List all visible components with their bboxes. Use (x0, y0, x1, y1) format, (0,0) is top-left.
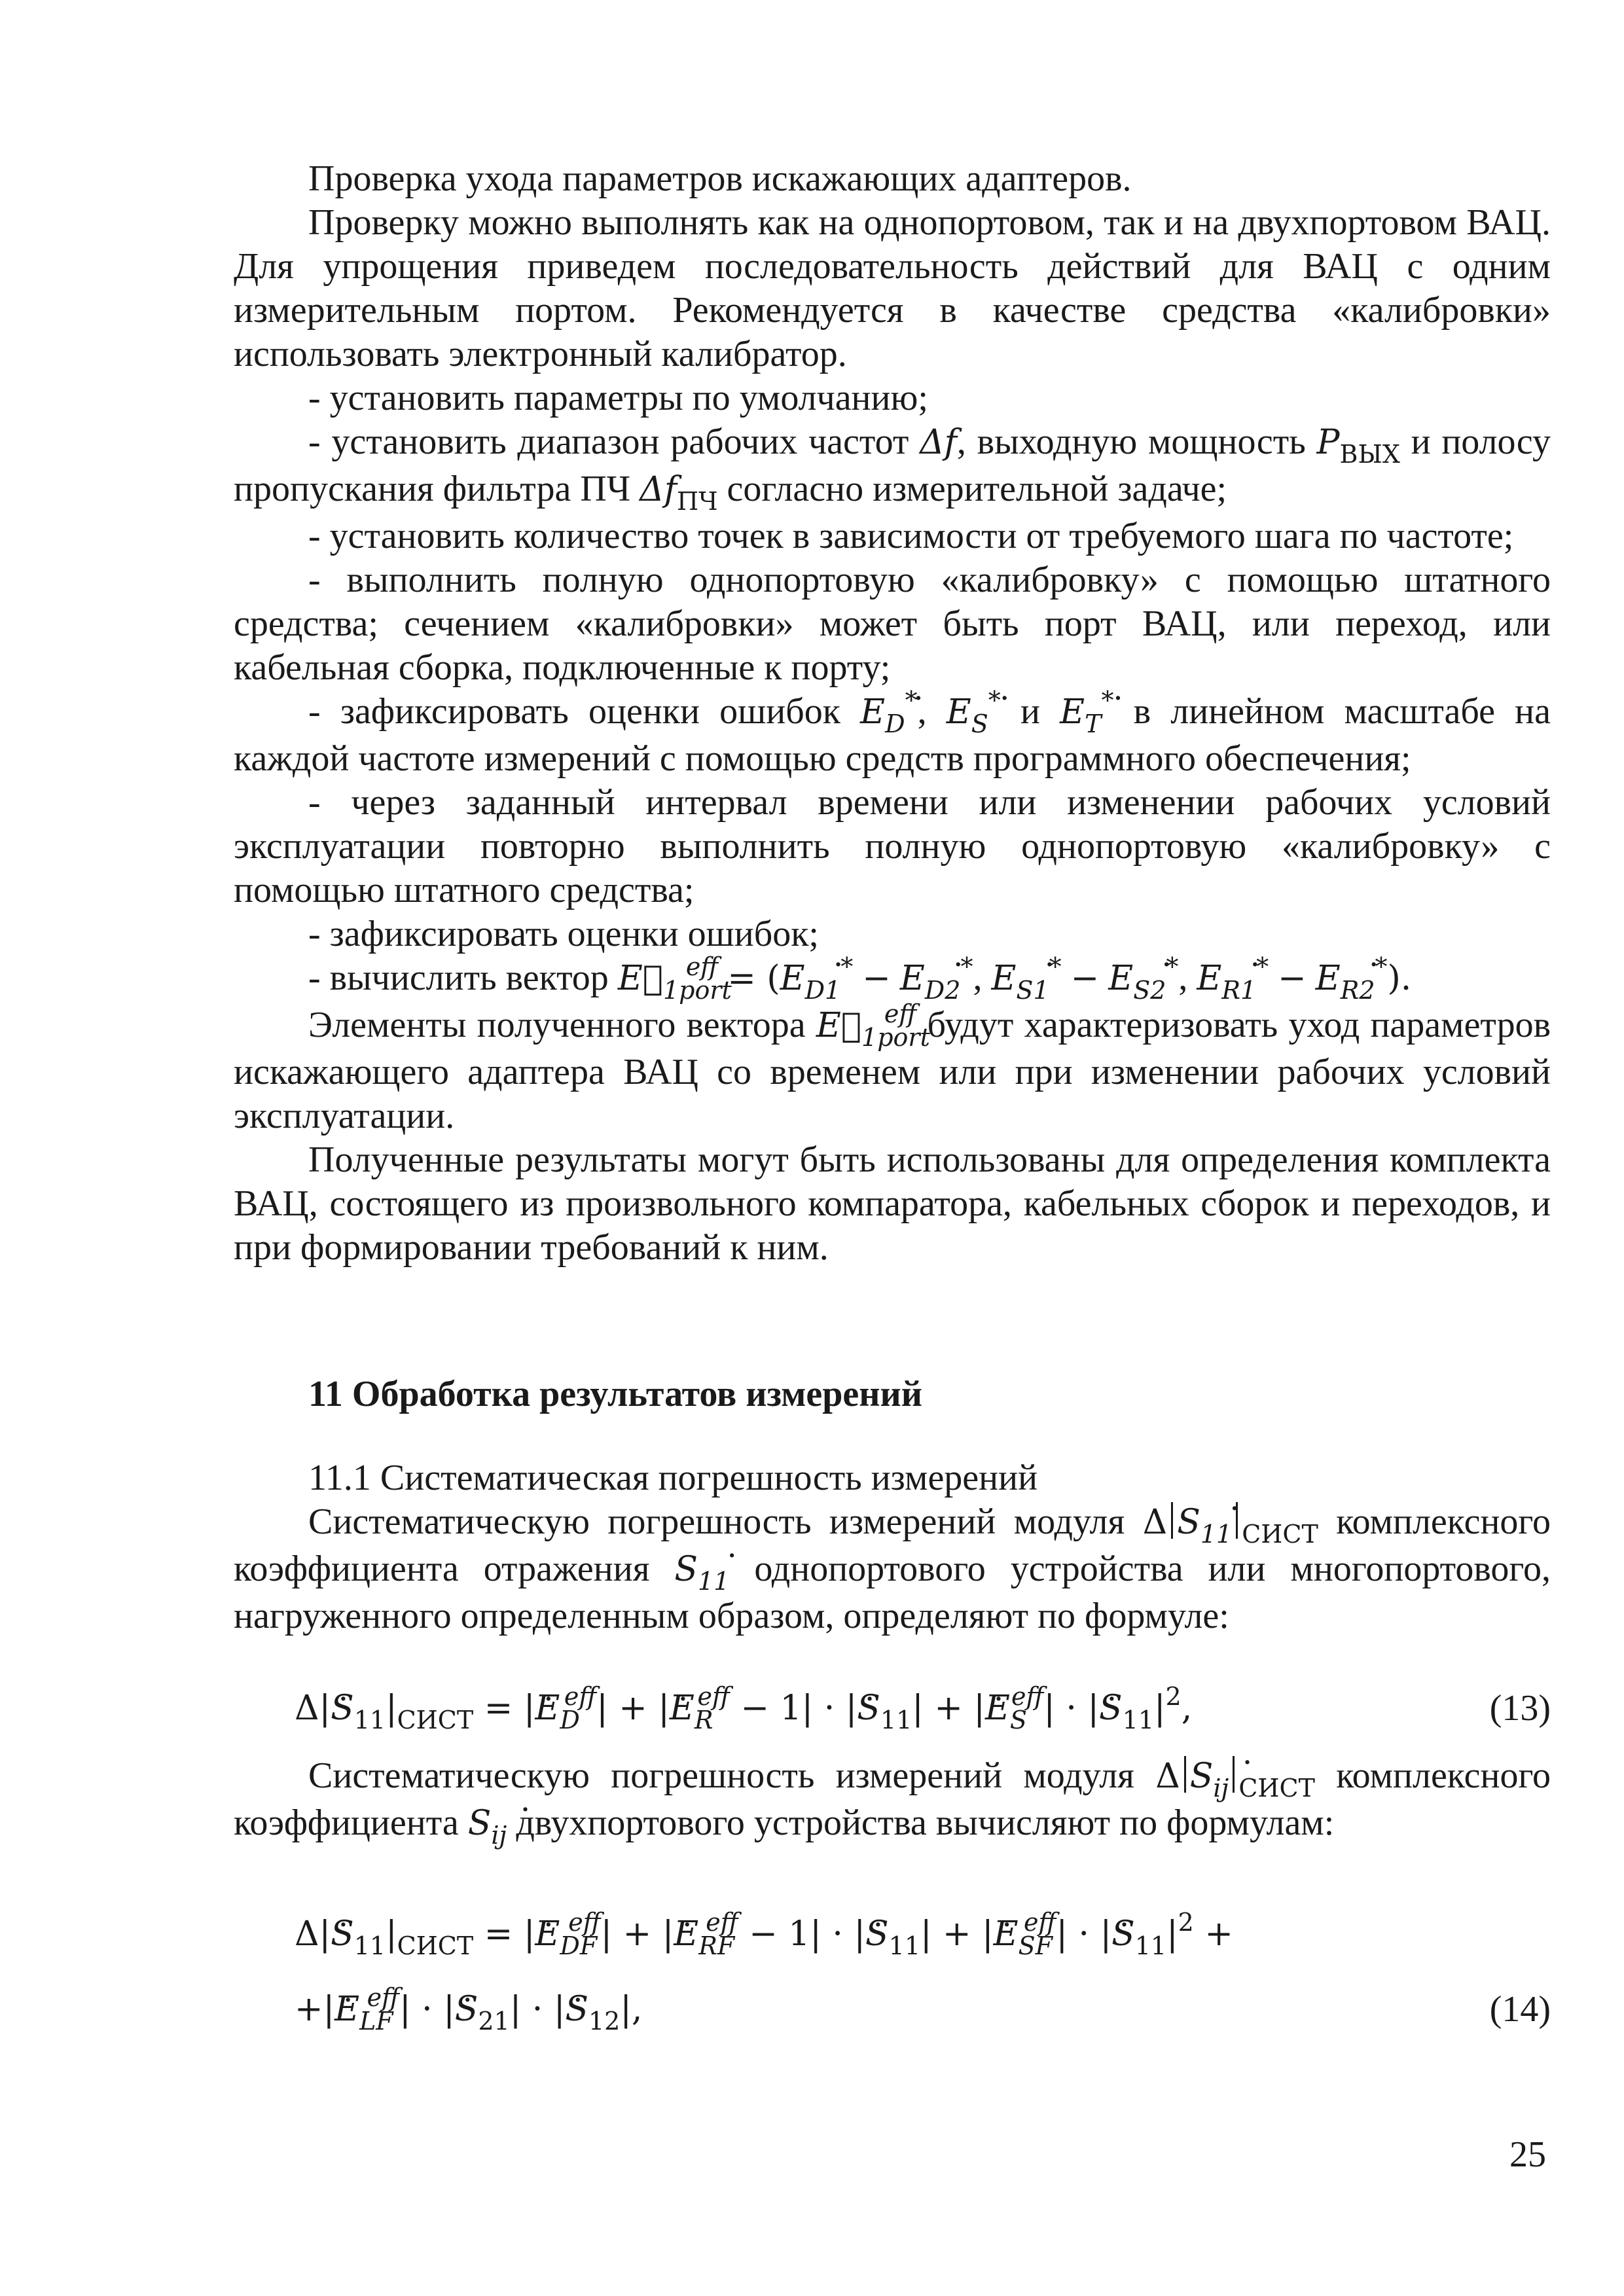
section-text (234, 1456, 1551, 1638)
paragraph-results: Полученные результаты могут быть использованы для определения комплекта ВАЦ, состоящего из произвольного компаратора, кабельных сборок и переходов, и при формировании требований к ним. (234, 1139, 1551, 1268)
paragraph-intro: Проверку можно выполнять как на однопортовом, так и на двухпортовом ВАЦ. Для упрощения приведем последовательность действий для ВАЦ с одним измерительным портом. Рекомендуется в качестве средства «калибровки» использовать электронный калибратор. (234, 202, 1551, 374)
step-record-again: - зафиксировать оценки ошибок; (308, 914, 819, 954)
step-defaults: - установить параметры по умолчанию; (308, 378, 928, 418)
body-text (234, 157, 1551, 1270)
equation-14-body-1: Δ|. $S_{11}|_{СИСТ}$ = |. $E_{DF}^{eff}|$ + |. $E_{RF}^{eff} - 1|$ · |. $S_{11}|$ + |. $E_{SF}^{eff}|$ · |. $S_{11}|^2$ + (295, 1908, 1233, 1963)
step-record-errors: - зафиксировать оценки ошибок . $E_D^*$, . $E_S^*$ и . $E_T^*$ в линейном масштабе на каждой частоте измерений с помощью средств программного обеспечения; (234, 690, 1551, 781)
equation-14-number: (14) (1489, 1989, 1551, 2030)
paragraph-vector-meaning: Элементы полученного вектора $E⃗_{1port}^{eff}$ будут характеризовать уход параметров искажающего адаптера ВАЦ со временем или при изменении рабочих условий эксплуатации. (234, 999, 1551, 1136)
equation-13-number: (13) (1489, 1688, 1551, 1729)
equation-14-line1 (0, 1908, 1624, 1960)
paragraph-systematic-error: Систематическую погрешность измерений модуля Δ. $S_{11}$ $_{СИСТ}$ комплексного коэффициента отражения . $S_{11}$ однопортового устройства или многопортового, нагруженного определенным образом, определяют по формуле: (234, 1500, 1551, 1638)
step-calibration: - выполнить полную однопортовую «калибровку» с помощью штатного средства; сечением «калибровки» может быть порт ВАЦ, или переход, или кабельная сборка, подключенные к порту; (234, 560, 1551, 688)
step-points: - установить количество точек в зависимости от требуемого шага по частоте; (308, 516, 1514, 556)
page-number: 25 (1509, 2134, 1546, 2175)
subsection-heading: 11.1 Систематическая погрешность измерений (308, 1458, 1038, 1498)
paragraph-two-port: Систематическую погрешность измерений модуля Δ. $S_{ij}$ $_{СИСТ}$ комплексного коэффициента . $S_{ij}$ двухпортового устройства вычисляют по формулам: (234, 1754, 1551, 1848)
equation-13 (0, 1682, 1624, 1734)
step-compute-vector: - вычислить вектор $E⃗_{1port}^{eff}$ = (. $E_{D1}^*$ − . $E_{D2}^*$, . $E_{S1}^*$ − . $E_{S2}^*$, . $E_{R1}^*$ − . $E_{R2}^*$). (234, 956, 1551, 1003)
equation-13-body: Δ|. $S_{11}|_{СИСТ}$ = |. $E_D^{eff}|$ + |. $E_R^{eff} - 1|$ · |. $S_{11}|$ + |. $E_S^{eff}|$ · |. $S_{11}|^2$, (295, 1682, 1192, 1737)
paragraph-title: Проверка ухода параметров искажающих адаптеров. (308, 158, 1132, 199)
equation-14-line2 (0, 1983, 1624, 2036)
section-text-2 (234, 1754, 1551, 1848)
step-repeat-calibration: - через заданный интервал времени или изменении рабочих условий эксплуатации повторно выполнить полную однопортовую «калибровку» с помощью штатного средства; (234, 782, 1551, 910)
section-heading: 11 Обработка результатов измерений (308, 1374, 923, 1414)
equation-14-body-2: +|. $E_{LF}^{eff}|$ · |. $S_{21}|$ · |. $S_{12}|$, (295, 1983, 642, 2038)
step-frequency-range: - установить диапазон рабочих частот Δf, выходную мощность $P_{ВЫХ}$ и полосу пропускания фильтра ПЧ $\Delta f_{ПЧ}$ согласно измерительной задаче; (234, 422, 1551, 516)
